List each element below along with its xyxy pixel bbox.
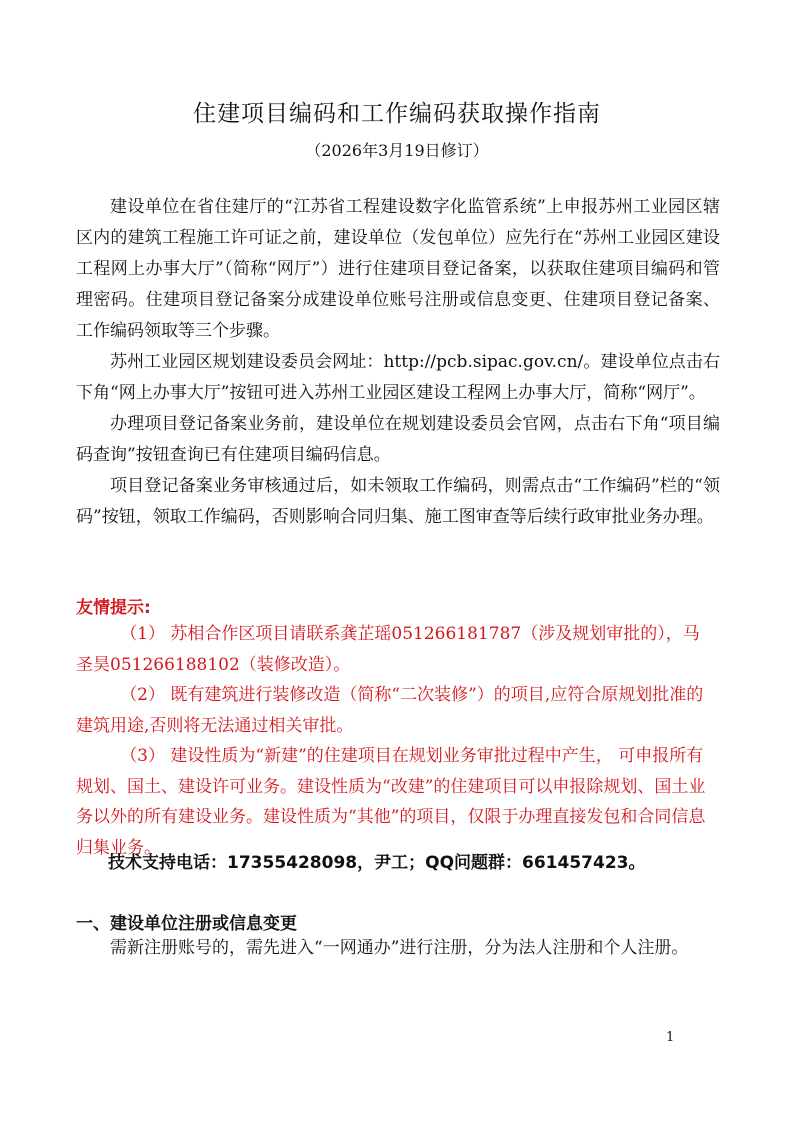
paragraph-intro: 建设单位在省住建厅的“江苏省工程建设数字化监管系统”上申报苏州工业园区辖区内的建筑工程施工许可证之前，建设单位（发包单位）应先行在“苏州工业园区建设工程网上办事大厅”（简称“网厅”）进行住建项目登记备案，以获取住建项目编码和管理密码。住建项目登记备案分成建设单位账号注册或信息变更、住建项目登记备案、工作编码领取等三个步骤。: [76, 197, 720, 341]
section-paragraph: 需新注册账号的，需先进入“一网通办”进行注册，分为法人注册和个人注册。: [110, 938, 689, 958]
support-contact: 技术支持电话：17355428098，尹工；QQ问题群：661457423。: [108, 853, 646, 873]
tips-list: [76, 619, 706, 863]
intro-section: [76, 192, 720, 533]
tip-item: （3） 建设性质为“新建”的住建项目在规划业务审批过程中产生， 可申报所有规划、国土、建设许可业务。建设性质为“改建”的住建项目可以申报除规划、国土业务以外的所有建设业务。建设性质为“其他”的项目，仅限于办理直接发包和合同信息归集业务。: [76, 746, 706, 858]
paragraph-work-code: 项目登记备案业务审核通过后，如未领取工作编码，则需点击“工作编码”栏的“领码”按钮，领取工作编码，否则影响合同归集、施工图审查等后续行政审批业务办理。: [76, 476, 720, 527]
section-heading: 一、建设单位注册或信息变更: [76, 914, 297, 934]
tip-item: （2） 既有建筑进行装修改造（简称“二次装修”）的项目,应符合原规划批准的建筑用途,否则将无法通过相关审批。: [76, 685, 704, 736]
tips-heading: 友情提示:: [76, 598, 151, 618]
paragraph-query: 办理项目登记备案业务前，建设单位在规划建设委员会官网，点击右下角“项目编码查询”按钮查询已有住建项目编码信息。: [76, 414, 720, 465]
page-number: 1: [666, 1030, 675, 1045]
revision-date: （2026年3月19日修订）: [305, 141, 489, 160]
section-body: [76, 933, 720, 964]
tip-item: （1） 苏相合作区项目请联系龚芷瑶051266181787（涉及规划审批的），马圣昊051266188102（装修改造）。: [76, 624, 700, 675]
paragraph-website: 苏州工业园区规划建设委员会网址：http://pcb.sipac.gov.cn/。建设单位点击右下角“网上办事大厅”按钮可进入苏州工业园区建设工程网上办事大厅，简称“网厅”。: [76, 352, 720, 403]
document-title: 住建项目编码和工作编码获取操作指南: [193, 101, 601, 127]
